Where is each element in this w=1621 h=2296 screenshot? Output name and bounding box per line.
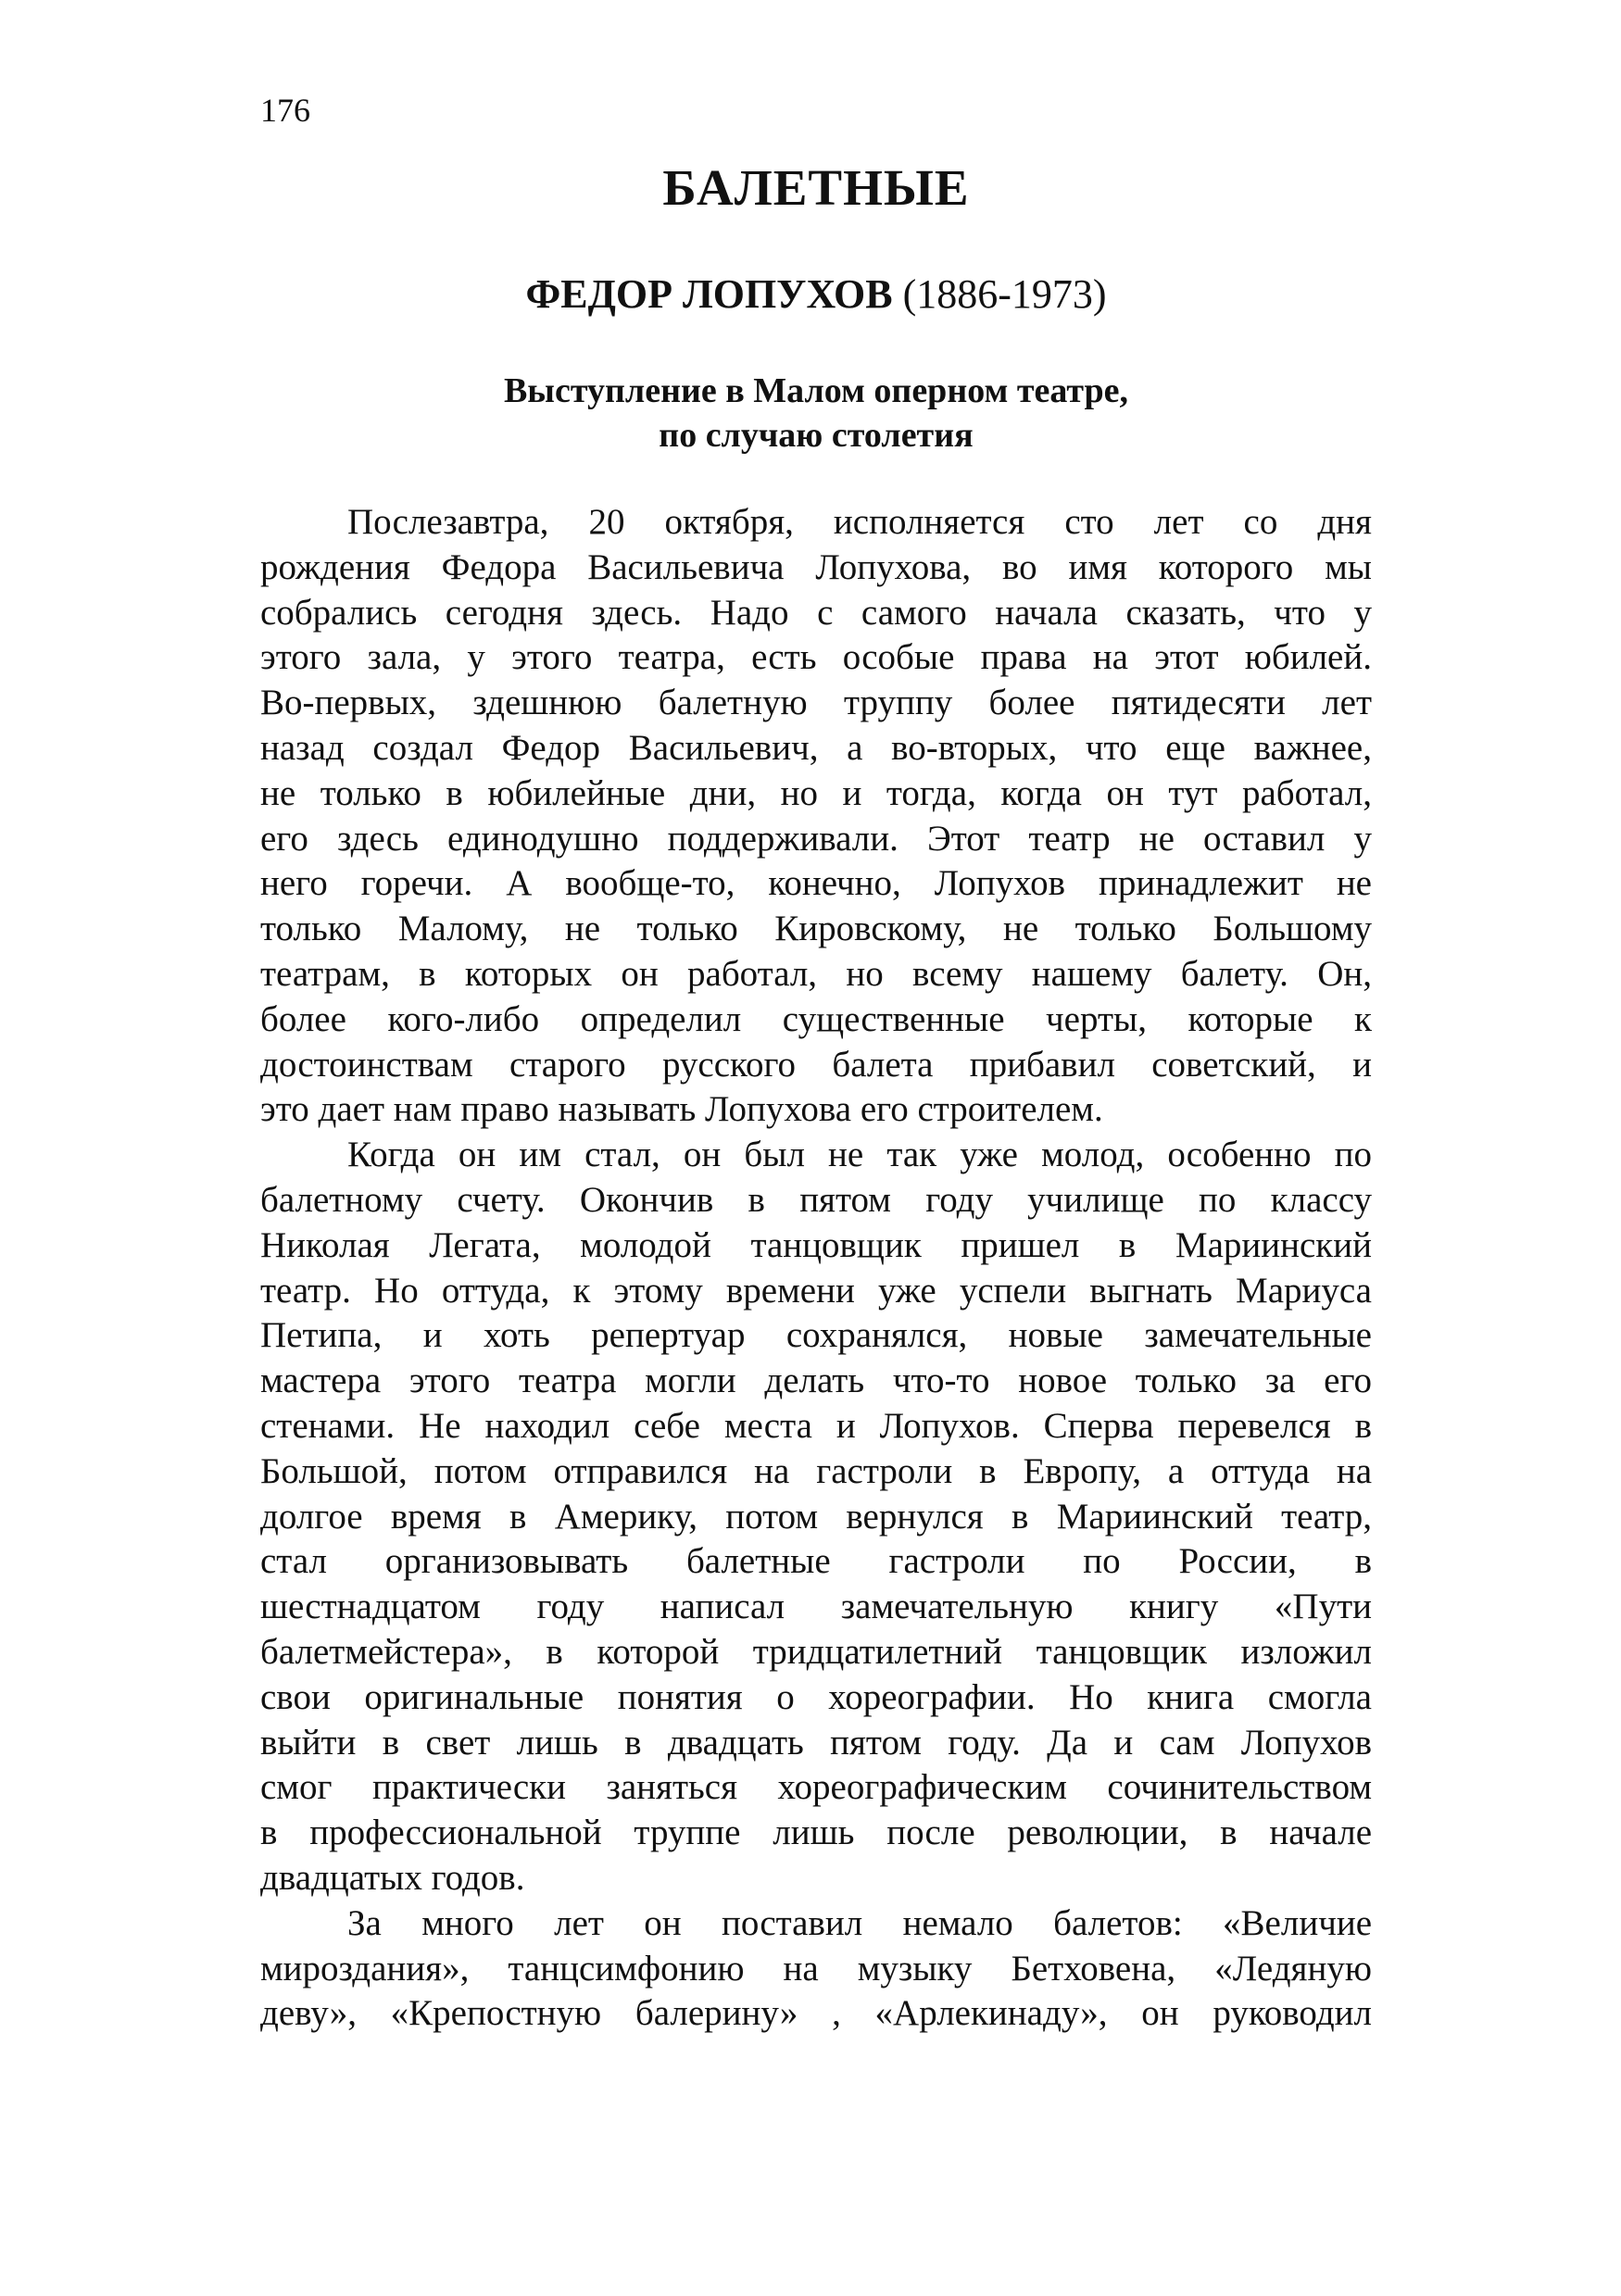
- subtitle-line: по случаю столетия: [659, 416, 974, 455]
- text-line: собрались сегодня здесь. Надо с самого начала сказать, что у: [260, 592, 1372, 633]
- text-line: Большой, потом отправился на гастроли в Европу, а оттуда на: [260, 1450, 1372, 1491]
- text-line: него горечи. А вообще-то, конечно, Лопухов принадлежит не: [260, 863, 1372, 904]
- text-line: Когда он им стал, он был не так уже молод, особенно по: [347, 1135, 1372, 1175]
- article-subtitle: [260, 369, 1372, 458]
- text-line: смог практически заняться хореографическим сочинительством: [260, 1767, 1372, 1808]
- text-line: Петипа, и хоть репертуар сохранялся, новые замечательные: [260, 1315, 1372, 1356]
- text-line: стал организовывать балетные гастроли по России, в: [260, 1541, 1372, 1582]
- text-line: этого зала, у этого театра, есть особые права на этот юбилей.: [260, 637, 1372, 678]
- text-line: За много лет он поставил немало балетов: «Величие: [347, 1902, 1372, 1943]
- text-line: шестнадцатом году написал замечательную книгу «Пути: [260, 1587, 1372, 1627]
- text-line: балетмейстера», в которой тридцатилетний танцовщик изложил: [260, 1631, 1372, 1672]
- text-line: театр. Но оттуда, к этому времени уже успели выгнать Мариуса: [260, 1270, 1372, 1311]
- text-line: рождения Федора Васильевича Лопухова, во имя которого мы: [260, 546, 1372, 587]
- text-line: это дает нам право называть Лопухова его строителем.: [260, 1089, 1103, 1130]
- text-line: театрам, в которых он работал, но всему нашему балету. Он,: [260, 953, 1372, 994]
- text-line: Послезавтра, 20 октября, исполняется сто лет со дня: [347, 502, 1372, 542]
- text-line: долгое время в Америку, потом вернулся в Мариинский театр,: [260, 1496, 1372, 1537]
- text-line: достоинствам старого русского балета прибавил советский, и: [260, 1044, 1372, 1085]
- text-line: двадцатых годов.: [260, 1857, 525, 1898]
- paragraph-1: [260, 500, 1372, 1133]
- text-line: мироздания», танцсимфонию на музыку Бетховена, «Ледяную: [260, 1948, 1372, 1989]
- page-number: 176: [260, 92, 310, 129]
- author-heading: [260, 269, 1372, 320]
- text-line: выйти в свет лишь в двадцать пятом году. Да и сам Лопухов: [260, 1722, 1372, 1763]
- text-line: назад создал Федор Васильевич, а во-вторых, что еще важнее,: [260, 727, 1372, 768]
- text-line: в профессиональной труппе лишь после революции, в начале: [260, 1813, 1372, 1853]
- text-line: мастера этого театра могли делать что-то новое только за его: [260, 1361, 1372, 1401]
- text-line: только Малому, не только Кировскому, не только Большому: [260, 909, 1372, 949]
- text-line: его здесь единодушно поддерживали. Этот театр не оставил у: [260, 818, 1372, 859]
- text-line: балетному счету. Окончив в пятом году училище по классу: [260, 1179, 1372, 1220]
- text-line: более кого-либо определил существенные черты, которые к: [260, 998, 1372, 1039]
- paragraph-3: [260, 1901, 1372, 2037]
- subtitle-line: Выступление в Малом оперном театре,: [503, 371, 1129, 410]
- text-line: деву», «Крепостную балерину» , «Арлекинаду», он руководил: [260, 1993, 1372, 2034]
- section-title: БАЛЕТНЫЕ: [662, 159, 970, 216]
- text-line: свои оригинальные понятия о хореографии. Но книга смогла: [260, 1676, 1372, 1717]
- paragraph-2: [260, 1133, 1372, 1901]
- body-text: [260, 500, 1372, 2037]
- text-line: стенами. Не находил себе места и Лопухов. Сперва перевелся в: [260, 1405, 1372, 1446]
- author-years: (1886-1973): [902, 271, 1107, 317]
- author-name: ФЕДОР ЛОПУХОВ: [525, 271, 893, 317]
- text-line: Во-первых, здешнюю балетную труппу более пятидесяти лет: [260, 683, 1372, 723]
- text-line: не только в юбилейные дни, но и тогда, когда он тут работал,: [260, 772, 1372, 813]
- text-line: Николая Легата, молодой танцовщик пришел в Мариинский: [260, 1224, 1372, 1265]
